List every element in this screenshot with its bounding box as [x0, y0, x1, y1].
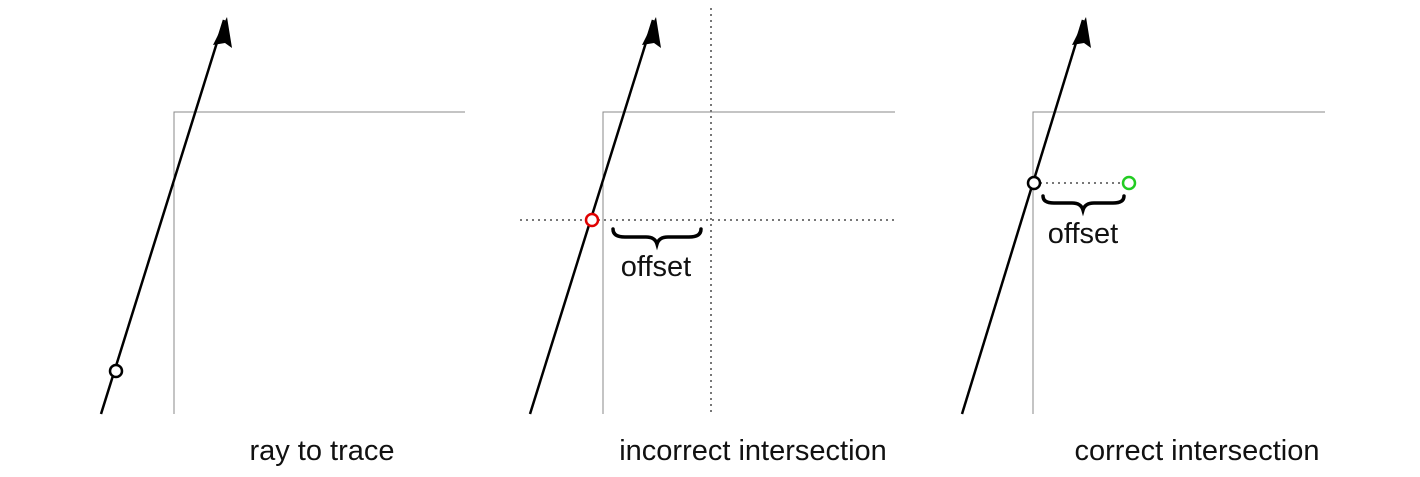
caption-incorrect-intersection: incorrect intersection [619, 435, 887, 467]
offset-label: offset [1047, 218, 1119, 250]
offset-brace-icon [1043, 196, 1124, 210]
caption-ray-to-trace: ray to trace [249, 435, 395, 467]
ray-arrow [101, 20, 224, 414]
offset-label: offset [620, 251, 692, 283]
ray-origin-marker [110, 365, 122, 377]
hit-point-marker [1028, 177, 1040, 189]
panel-correct-intersection [962, 17, 1325, 467]
offset-brace-icon [613, 229, 701, 244]
incorrect-intersection-marker [586, 214, 598, 226]
box-corner [174, 112, 465, 414]
caption-correct-intersection: correct intersection [1074, 435, 1320, 467]
box-corner [1033, 112, 1325, 414]
ray-arrow [962, 20, 1083, 414]
panel-ray-to-trace [101, 17, 465, 467]
panel-incorrect-intersection [520, 8, 895, 467]
correct-intersection-marker [1123, 177, 1135, 189]
